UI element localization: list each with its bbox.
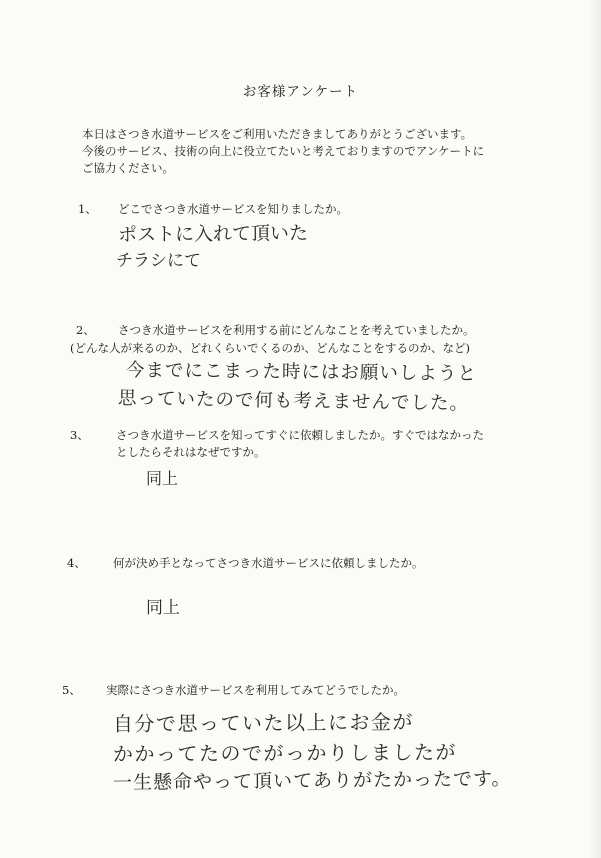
handwritten-answer-line: かかってたのでがっかりしましたが (112, 740, 458, 766)
question-text: どこでさつき水道サービスを知りましたか。 (118, 202, 348, 216)
question-number: 2、 (76, 323, 95, 337)
question-number: 1、 (78, 202, 97, 216)
handwritten-answer-line: 同上 (146, 598, 180, 618)
handwritten-answer-line: 一生懸命やって頂いてありがたかったです。 (112, 767, 512, 794)
intro-paragraph (82, 126, 542, 177)
question-text: (どんな人が来るのか、どれくらいでくるのか、どんなことをするのか、など) (70, 341, 470, 355)
question-number: 3、 (70, 428, 89, 442)
handwritten-answer-line: 思っていたので何も考えませんでした。 (117, 388, 470, 415)
handwritten-answer-line: 同上 (146, 469, 179, 488)
question-number: 4、 (67, 556, 86, 570)
handwritten-answer-line: 自分で思っていた以上にお金が (112, 709, 415, 736)
intro-line: ご協力ください。 (82, 161, 174, 175)
question-text: さつき水道サービスを利用する前にどんなことを考えていましたか。 (118, 323, 475, 337)
page-title: お客様アンケート (242, 84, 359, 100)
question-text: としたらそれはなぜですか。 (116, 445, 266, 459)
intro-line: 今後のサービス、技術の向上に役立てたいと考えておりますのでアンケートに (82, 144, 485, 158)
question-text: 実際にさつき水道サービスを利用してみてどうでしたか。 (106, 683, 405, 697)
intro-line: 本日はさつき水道サービスをご利用いただきましてありがとうございます。 (82, 127, 473, 141)
handwritten-answer-line: チラシにて (116, 251, 201, 271)
question-number: 5、 (62, 683, 81, 697)
question-text: さつき水道サービスを知ってすぐに依頼しましたか。すぐではなかった (116, 428, 484, 442)
question-text: 何が決め手となってさつき水道サービスに依頼しましたか。 (113, 556, 424, 570)
scan-shadow (587, 0, 601, 858)
handwritten-answer-line: ポストに入れて頂いた (117, 222, 309, 246)
handwritten-answer-line: 今までにこまった時にはお願いしようと (125, 360, 478, 385)
